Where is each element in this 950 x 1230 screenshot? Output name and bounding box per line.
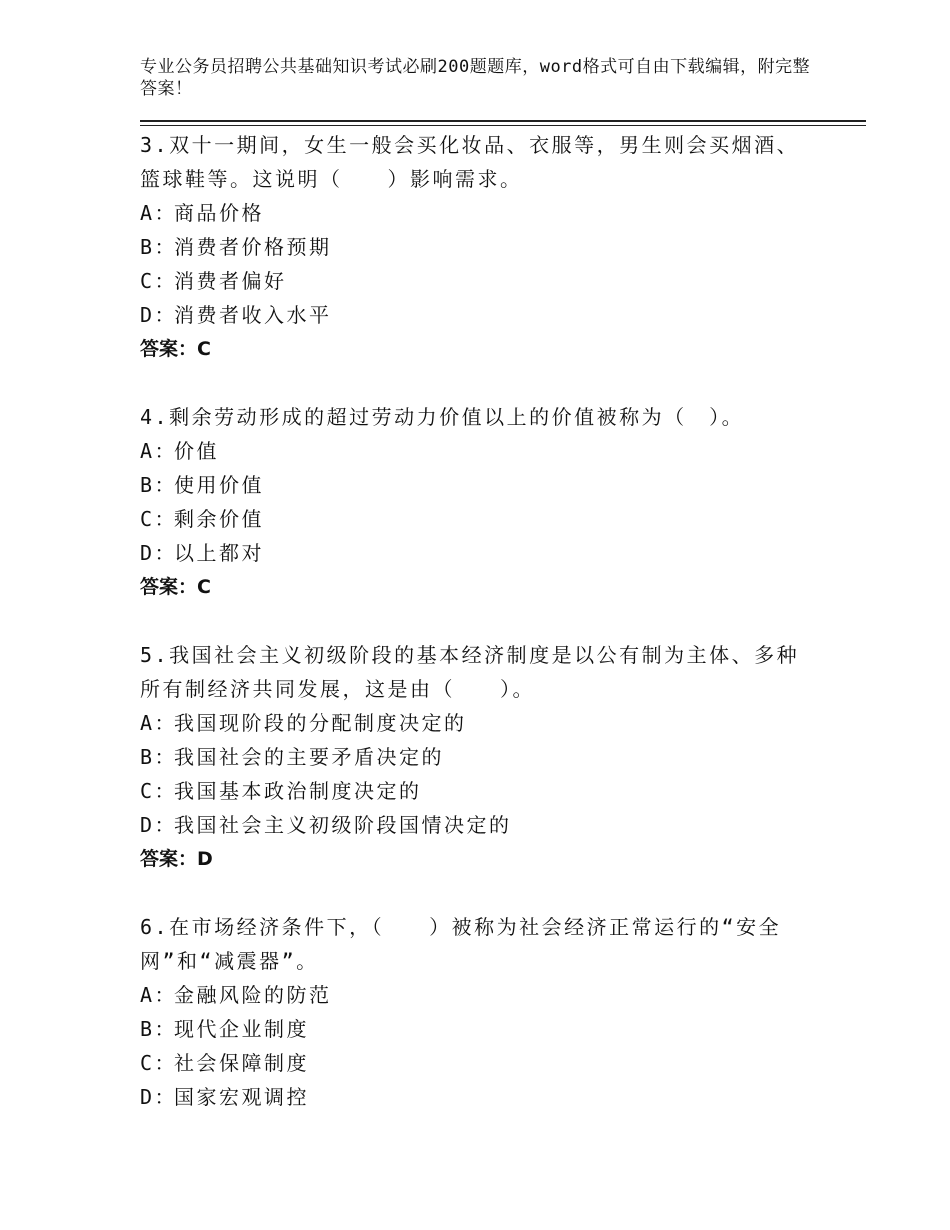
option-key: D： — [140, 813, 178, 837]
question-4 — [140, 400, 820, 604]
option-c — [140, 774, 820, 808]
option-c — [140, 1046, 820, 1080]
question-6 — [140, 910, 820, 1114]
answer-line: 答案：C — [140, 338, 211, 360]
option-a — [140, 978, 820, 1012]
question-list — [140, 128, 820, 1148]
answer-line: 答案：D — [140, 848, 213, 870]
option-b — [140, 230, 820, 264]
header-divider-thick — [140, 120, 866, 122]
option-a — [140, 706, 820, 740]
option-b — [140, 740, 820, 774]
option-b — [140, 1012, 820, 1046]
question-text: 3.双十一期间，女生一般会买化妆品、衣服等，男生则会买烟酒、篮球鞋等。这说明（ ）影响需求。 — [140, 133, 800, 191]
option-text: 价值 — [174, 439, 219, 463]
option-text: 我国社会主义初级阶段国情决定的 — [174, 813, 512, 837]
option-c — [140, 502, 820, 536]
option-key: C： — [140, 779, 178, 803]
page-header: 专业公务员招聘公共基础知识考试必刷200题题库，word格式可自由下载编辑，附完整答案！ — [140, 57, 811, 99]
option-text: 国家宏观调控 — [174, 1085, 309, 1109]
answer-line: 答案：C — [140, 576, 211, 598]
option-a — [140, 196, 820, 230]
question-5 — [140, 638, 820, 876]
option-text: 我国现阶段的分配制度决定的 — [174, 711, 467, 735]
option-key: C： — [140, 507, 178, 531]
option-text: 以上都对 — [174, 541, 264, 565]
option-text: 我国基本政治制度决定的 — [174, 779, 422, 803]
header-divider-thin — [140, 125, 866, 126]
option-key: D： — [140, 541, 178, 565]
question-3 — [140, 128, 820, 366]
question-text: 5.我国社会主义初级阶段的基本经济制度是以公有制为主体、多种所有制经济共同发展，这是由（ ）。 — [140, 643, 800, 701]
option-d — [140, 298, 820, 332]
option-c — [140, 264, 820, 298]
option-text: 社会保障制度 — [174, 1051, 309, 1075]
option-key: A： — [140, 711, 178, 735]
option-b — [140, 468, 820, 502]
option-key: C： — [140, 269, 178, 293]
option-d — [140, 536, 820, 570]
option-d — [140, 1080, 820, 1114]
option-text: 消费者价格预期 — [174, 235, 332, 259]
option-key: B： — [140, 1017, 178, 1041]
option-key: B： — [140, 745, 178, 769]
option-key: C： — [140, 1051, 178, 1075]
option-key: A： — [140, 983, 178, 1007]
option-key: D： — [140, 303, 178, 327]
option-key: B： — [140, 473, 178, 497]
option-d — [140, 808, 820, 842]
option-text: 商品价格 — [174, 201, 264, 225]
option-text: 消费者偏好 — [174, 269, 287, 293]
option-text: 我国社会的主要矛盾决定的 — [174, 745, 444, 769]
question-text: 6.在市场经济条件下，（ ）被称为社会经济正常运行的“安全网”和“减震器”。 — [140, 915, 782, 973]
option-key: D： — [140, 1085, 178, 1109]
option-key: B： — [140, 235, 178, 259]
option-text: 消费者收入水平 — [174, 303, 332, 327]
option-text: 使用价值 — [174, 473, 264, 497]
option-text: 金融风险的防范 — [174, 983, 332, 1007]
question-text: 4.剩余劳动形成的超过劳动力价值以上的价值被称为（ ）。 — [140, 405, 745, 429]
option-text: 现代企业制度 — [174, 1017, 309, 1041]
option-key: A： — [140, 439, 178, 463]
option-text: 剩余价值 — [174, 507, 264, 531]
option-key: A： — [140, 201, 178, 225]
option-a — [140, 434, 820, 468]
